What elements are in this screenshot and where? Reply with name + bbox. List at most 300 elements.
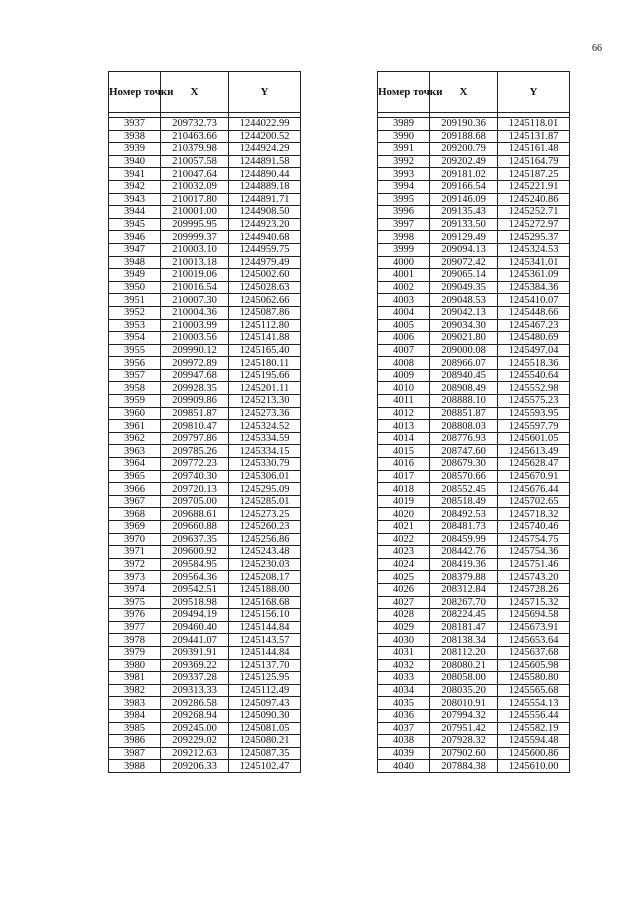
x-coordinate-cell: 209229.02: [161, 735, 229, 748]
point-number-cell: 4034: [378, 684, 430, 697]
x-coordinate-cell: 209049.35: [430, 281, 498, 294]
y-coordinate-cell: 1245062.66: [229, 294, 301, 307]
table-row: [109, 483, 301, 496]
table-row: [109, 420, 301, 433]
point-number-cell: 3939: [109, 143, 161, 156]
point-number-cell: 4015: [378, 445, 430, 458]
table-row: [378, 722, 570, 735]
y-coordinate-cell: 1245125.95: [229, 672, 301, 685]
x-coordinate-cell: 209542.51: [161, 583, 229, 596]
point-number-cell: 4004: [378, 306, 430, 319]
y-coordinate-cell: 1245673.91: [498, 621, 570, 634]
x-coordinate-cell: 210047.64: [161, 168, 229, 181]
x-coordinate-cell: 208851.87: [430, 407, 498, 420]
y-coordinate-cell: 1245728.26: [498, 583, 570, 596]
y-coordinate-cell: 1245201.11: [229, 382, 301, 395]
y-coordinate-cell: 1245188.00: [229, 583, 301, 596]
x-coordinate-cell: 209072.42: [430, 256, 498, 269]
y-coordinate-cell: 1245168.68: [229, 596, 301, 609]
point-number-cell: 3991: [378, 143, 430, 156]
table-row: [109, 269, 301, 282]
point-number-cell: 4010: [378, 382, 430, 395]
table-row: [378, 659, 570, 672]
x-coordinate-cell: 208312.84: [430, 583, 498, 596]
y-coordinate-cell: 1245097.43: [229, 697, 301, 710]
table-row: [109, 722, 301, 735]
table-row: [109, 118, 301, 131]
y-coordinate-cell: 1245141.88: [229, 332, 301, 345]
y-coordinate-cell: 1245161.48: [498, 143, 570, 156]
y-coordinate-cell: 1244940.68: [229, 231, 301, 244]
point-number-cell: 3946: [109, 231, 161, 244]
x-coordinate-cell: 209637.35: [161, 533, 229, 546]
y-coordinate-cell: 1245087.35: [229, 747, 301, 760]
y-coordinate-cell: 1244891.71: [229, 193, 301, 206]
table-row: [378, 369, 570, 382]
table-row: [109, 672, 301, 685]
page-number: 66: [592, 43, 602, 54]
x-coordinate-cell: 210032.09: [161, 180, 229, 193]
point-number-cell: 4035: [378, 697, 430, 710]
x-coordinate-cell: 209065.14: [430, 269, 498, 282]
table-row: [378, 155, 570, 168]
x-coordinate-cell: 207884.38: [430, 760, 498, 773]
table-row: [109, 319, 301, 332]
table-row: [378, 483, 570, 496]
y-coordinate-cell: 1244890.44: [229, 168, 301, 181]
x-coordinate-cell: 209135.43: [430, 206, 498, 219]
table-row: [109, 735, 301, 748]
point-number-cell: 3980: [109, 659, 161, 672]
point-number-cell: 4028: [378, 609, 430, 622]
x-coordinate-cell: 209947.68: [161, 369, 229, 382]
x-coordinate-cell: 209181.02: [430, 168, 498, 181]
x-coordinate-cell: 209740.30: [161, 470, 229, 483]
y-coordinate-cell: 1245230.03: [229, 558, 301, 571]
table-row: [378, 546, 570, 559]
y-coordinate-cell: 1245448.66: [498, 306, 570, 319]
point-number-cell: 4029: [378, 621, 430, 634]
point-number-cell: 3965: [109, 470, 161, 483]
y-coordinate-cell: 1245613.49: [498, 445, 570, 458]
point-number-cell: 4024: [378, 558, 430, 571]
table-row: [109, 495, 301, 508]
y-coordinate-cell: 1245718.32: [498, 508, 570, 521]
y-coordinate-cell: 1245180.11: [229, 357, 301, 370]
y-coordinate-cell: 1245221.91: [498, 180, 570, 193]
x-coordinate-cell: 209797.86: [161, 432, 229, 445]
x-coordinate-cell: 208379.88: [430, 571, 498, 584]
x-coordinate-cell: 207902.60: [430, 747, 498, 760]
y-coordinate-cell: 1244959.75: [229, 243, 301, 256]
point-number-cell: 3958: [109, 382, 161, 395]
x-coordinate-cell: 208080.21: [430, 659, 498, 672]
x-coordinate-cell: 210463.66: [161, 130, 229, 143]
y-coordinate-cell: 1245002.60: [229, 269, 301, 282]
table-row: [378, 407, 570, 420]
header-point-number: Номер точки: [109, 72, 161, 113]
x-coordinate-cell: 209600.92: [161, 546, 229, 559]
y-coordinate-cell: 1245195.66: [229, 369, 301, 382]
y-coordinate-cell: 1245285.01: [229, 495, 301, 508]
y-coordinate-cell: 1244889.18: [229, 180, 301, 193]
x-coordinate-cell: 208570.66: [430, 470, 498, 483]
x-coordinate-cell: 209200.79: [430, 143, 498, 156]
table-row: [378, 747, 570, 760]
y-coordinate-cell: 1245334.15: [229, 445, 301, 458]
coordinates-table-left: [108, 71, 301, 773]
y-coordinate-cell: 1245670.91: [498, 470, 570, 483]
y-coordinate-cell: 1244891.58: [229, 155, 301, 168]
point-number-cell: 3962: [109, 432, 161, 445]
x-coordinate-cell: 207951.42: [430, 722, 498, 735]
point-number-cell: 4019: [378, 495, 430, 508]
x-coordinate-cell: 208776.93: [430, 432, 498, 445]
point-number-cell: 3971: [109, 546, 161, 559]
table-row: [378, 180, 570, 193]
x-coordinate-cell: 208267.70: [430, 596, 498, 609]
table-row: [109, 458, 301, 471]
point-number-cell: 3973: [109, 571, 161, 584]
x-coordinate-cell: 209206.33: [161, 760, 229, 773]
table-row: [109, 193, 301, 206]
table-row: [378, 621, 570, 634]
table-row: [378, 684, 570, 697]
table-row: [378, 495, 570, 508]
x-coordinate-cell: 208010.91: [430, 697, 498, 710]
point-number-cell: 3968: [109, 508, 161, 521]
x-coordinate-cell: 209494.19: [161, 609, 229, 622]
x-coordinate-cell: 210019.06: [161, 269, 229, 282]
table-row: [109, 546, 301, 559]
y-coordinate-cell: 1245552.98: [498, 382, 570, 395]
x-coordinate-cell: 209337.28: [161, 672, 229, 685]
point-number-cell: 3942: [109, 180, 161, 193]
x-coordinate-cell: 209369.22: [161, 659, 229, 672]
table-body-left: [109, 113, 301, 773]
y-coordinate-cell: 1245575.23: [498, 395, 570, 408]
table-row: [378, 231, 570, 244]
y-coordinate-cell: 1245702.65: [498, 495, 570, 508]
point-number-cell: 3979: [109, 646, 161, 659]
point-number-cell: 3949: [109, 269, 161, 282]
table-row: [109, 180, 301, 193]
point-number-cell: 3954: [109, 332, 161, 345]
point-number-cell: 4027: [378, 596, 430, 609]
point-number-cell: 4033: [378, 672, 430, 685]
y-coordinate-cell: 1245187.25: [498, 168, 570, 181]
header-point-number: Номер точки: [378, 72, 430, 113]
x-coordinate-cell: 209705.00: [161, 495, 229, 508]
x-coordinate-cell: 209564.36: [161, 571, 229, 584]
table-row: [109, 332, 301, 345]
point-number-cell: 3999: [378, 243, 430, 256]
y-coordinate-cell: 1244022.99: [229, 118, 301, 131]
table-row: [378, 143, 570, 156]
table-row: [378, 571, 570, 584]
table-row: [109, 596, 301, 609]
y-coordinate-cell: 1245676.44: [498, 483, 570, 496]
table-row: [109, 294, 301, 307]
y-coordinate-cell: 1245740.46: [498, 521, 570, 534]
table-row: [109, 760, 301, 773]
y-coordinate-cell: 1245361.09: [498, 269, 570, 282]
x-coordinate-cell: 208459.99: [430, 533, 498, 546]
table-row: [109, 395, 301, 408]
table-row: [109, 432, 301, 445]
y-coordinate-cell: 1245330.79: [229, 458, 301, 471]
y-coordinate-cell: 1245467.23: [498, 319, 570, 332]
y-coordinate-cell: 1244923.20: [229, 218, 301, 231]
x-coordinate-cell: 209000.08: [430, 344, 498, 357]
point-number-cell: 3994: [378, 180, 430, 193]
y-coordinate-cell: 1245306.01: [229, 470, 301, 483]
x-coordinate-cell: 209034.30: [430, 319, 498, 332]
x-coordinate-cell: 209995.95: [161, 218, 229, 231]
table-row: [378, 243, 570, 256]
y-coordinate-cell: 1245260.23: [229, 521, 301, 534]
table-row: [378, 218, 570, 231]
table-row: [109, 609, 301, 622]
point-number-cell: 3955: [109, 344, 161, 357]
table-row: [109, 621, 301, 634]
y-coordinate-cell: 1245751.46: [498, 558, 570, 571]
table-row: [109, 168, 301, 181]
point-number-cell: 3977: [109, 621, 161, 634]
header-y: Y: [229, 72, 301, 113]
y-coordinate-cell: 1245628.47: [498, 458, 570, 471]
x-coordinate-cell: 209909.86: [161, 395, 229, 408]
point-number-cell: 4008: [378, 357, 430, 370]
point-number-cell: 3963: [109, 445, 161, 458]
table-row: [109, 344, 301, 357]
y-coordinate-cell: 1245252.71: [498, 206, 570, 219]
x-coordinate-cell: 209810.47: [161, 420, 229, 433]
x-coordinate-cell: 209660.88: [161, 521, 229, 534]
table-row: [378, 709, 570, 722]
x-coordinate-cell: 209048.53: [430, 294, 498, 307]
point-number-cell: 3967: [109, 495, 161, 508]
table-row: [378, 760, 570, 773]
y-coordinate-cell: 1244908.50: [229, 206, 301, 219]
y-coordinate-cell: 1245080.21: [229, 735, 301, 748]
y-coordinate-cell: 1245295.37: [498, 231, 570, 244]
y-coordinate-cell: 1245593.95: [498, 407, 570, 420]
point-number-cell: 4021: [378, 521, 430, 534]
header-x: X: [161, 72, 229, 113]
y-coordinate-cell: 1245597.79: [498, 420, 570, 433]
table-row: [378, 458, 570, 471]
x-coordinate-cell: 209460.40: [161, 621, 229, 634]
point-number-cell: 3951: [109, 294, 161, 307]
y-coordinate-cell: 1244924.29: [229, 143, 301, 156]
table-row: [378, 596, 570, 609]
x-coordinate-cell: 208181.47: [430, 621, 498, 634]
x-coordinate-cell: 209094.13: [430, 243, 498, 256]
y-coordinate-cell: 1245341.01: [498, 256, 570, 269]
x-coordinate-cell: 209972.89: [161, 357, 229, 370]
table-row: [378, 646, 570, 659]
table-row: [109, 583, 301, 596]
point-number-cell: 3937: [109, 118, 161, 131]
point-number-cell: 4032: [378, 659, 430, 672]
point-number-cell: 3964: [109, 458, 161, 471]
x-coordinate-cell: 209133.50: [430, 218, 498, 231]
x-coordinate-cell: 209688.61: [161, 508, 229, 521]
y-coordinate-cell: 1245600.86: [498, 747, 570, 760]
point-number-cell: 3972: [109, 558, 161, 571]
y-coordinate-cell: 1245213.30: [229, 395, 301, 408]
point-number-cell: 3966: [109, 483, 161, 496]
point-number-cell: 4031: [378, 646, 430, 659]
x-coordinate-cell: 209391.91: [161, 646, 229, 659]
y-coordinate-cell: 1245165.40: [229, 344, 301, 357]
table-row: [378, 269, 570, 282]
point-number-cell: 3976: [109, 609, 161, 622]
table-row: [378, 332, 570, 345]
table-row: [109, 697, 301, 710]
y-coordinate-cell: 1245601.05: [498, 432, 570, 445]
x-coordinate-cell: 208966.07: [430, 357, 498, 370]
point-number-cell: 3998: [378, 231, 430, 244]
table-row: [378, 344, 570, 357]
table-row: [109, 306, 301, 319]
y-coordinate-cell: 1245637.68: [498, 646, 570, 659]
x-coordinate-cell: 209518.98: [161, 596, 229, 609]
table-row: [378, 294, 570, 307]
point-number-cell: 3997: [378, 218, 430, 231]
point-number-cell: 3948: [109, 256, 161, 269]
point-number-cell: 4036: [378, 709, 430, 722]
x-coordinate-cell: 209772.23: [161, 458, 229, 471]
y-coordinate-cell: 1245112.80: [229, 319, 301, 332]
table-row: [109, 155, 301, 168]
point-number-cell: 4037: [378, 722, 430, 735]
table-row: [109, 369, 301, 382]
x-coordinate-cell: 209286.58: [161, 697, 229, 710]
y-coordinate-cell: 1245273.36: [229, 407, 301, 420]
y-coordinate-cell: 1245334.59: [229, 432, 301, 445]
table-row: [378, 319, 570, 332]
y-coordinate-cell: 1245582.19: [498, 722, 570, 735]
table-row: [378, 118, 570, 131]
table-row: [378, 558, 570, 571]
table-row: [109, 521, 301, 534]
table-row: [378, 470, 570, 483]
x-coordinate-cell: 210001.00: [161, 206, 229, 219]
point-number-cell: 4006: [378, 332, 430, 345]
x-coordinate-cell: 209928.35: [161, 382, 229, 395]
point-number-cell: 4007: [378, 344, 430, 357]
x-coordinate-cell: 209146.09: [430, 193, 498, 206]
table-row: [109, 571, 301, 584]
y-coordinate-cell: 1245384.36: [498, 281, 570, 294]
x-coordinate-cell: 209021.80: [430, 332, 498, 345]
y-coordinate-cell: 1245295.09: [229, 483, 301, 496]
table-row: [378, 382, 570, 395]
x-coordinate-cell: 209851.87: [161, 407, 229, 420]
x-coordinate-cell: 210004.36: [161, 306, 229, 319]
point-number-cell: 3969: [109, 521, 161, 534]
table-row: [378, 206, 570, 219]
y-coordinate-cell: 1245118.01: [498, 118, 570, 131]
point-number-cell: 3982: [109, 684, 161, 697]
x-coordinate-cell: 208518.49: [430, 495, 498, 508]
y-coordinate-cell: 1245480.69: [498, 332, 570, 345]
x-coordinate-cell: 207994.32: [430, 709, 498, 722]
table-row: [109, 470, 301, 483]
y-coordinate-cell: 1245144.84: [229, 646, 301, 659]
x-coordinate-cell: 209188.68: [430, 130, 498, 143]
point-number-cell: 4026: [378, 583, 430, 596]
point-number-cell: 4039: [378, 747, 430, 760]
point-number-cell: 3940: [109, 155, 161, 168]
y-coordinate-cell: 1245565.68: [498, 684, 570, 697]
y-coordinate-cell: 1245208.17: [229, 571, 301, 584]
table-row: [109, 231, 301, 244]
y-coordinate-cell: 1245131.87: [498, 130, 570, 143]
x-coordinate-cell: 210003.10: [161, 243, 229, 256]
point-number-cell: 4038: [378, 735, 430, 748]
table-row: [378, 508, 570, 521]
x-coordinate-cell: 209129.49: [430, 231, 498, 244]
point-number-cell: 4030: [378, 634, 430, 647]
x-coordinate-cell: 209212.63: [161, 747, 229, 760]
x-coordinate-cell: 210379.98: [161, 143, 229, 156]
table-row: [109, 281, 301, 294]
table-row: [109, 407, 301, 420]
x-coordinate-cell: 209584.95: [161, 558, 229, 571]
point-number-cell: 3978: [109, 634, 161, 647]
point-number-cell: 3995: [378, 193, 430, 206]
x-coordinate-cell: 208112.20: [430, 646, 498, 659]
point-number-cell: 4040: [378, 760, 430, 773]
point-number-cell: 3970: [109, 533, 161, 546]
point-number-cell: 4001: [378, 269, 430, 282]
y-coordinate-cell: 1245102.47: [229, 760, 301, 773]
point-number-cell: 4020: [378, 508, 430, 521]
table-row: [378, 697, 570, 710]
y-coordinate-cell: 1245605.98: [498, 659, 570, 672]
y-coordinate-cell: 1245324.52: [229, 420, 301, 433]
x-coordinate-cell: 209999.37: [161, 231, 229, 244]
table-row: [109, 382, 301, 395]
point-number-cell: 3983: [109, 697, 161, 710]
point-number-cell: 3975: [109, 596, 161, 609]
point-number-cell: 4012: [378, 407, 430, 420]
table-row: [109, 684, 301, 697]
x-coordinate-cell: 208058.00: [430, 672, 498, 685]
point-number-cell: 4011: [378, 395, 430, 408]
point-number-cell: 3943: [109, 193, 161, 206]
x-coordinate-cell: 207928.32: [430, 735, 498, 748]
y-coordinate-cell: 1245240.86: [498, 193, 570, 206]
y-coordinate-cell: 1245410.07: [498, 294, 570, 307]
y-coordinate-cell: 1245137.70: [229, 659, 301, 672]
table-row: [109, 659, 301, 672]
table-row: [109, 256, 301, 269]
table-row: [378, 130, 570, 143]
x-coordinate-cell: 208552.45: [430, 483, 498, 496]
point-number-cell: 3960: [109, 407, 161, 420]
y-coordinate-cell: 1245090.30: [229, 709, 301, 722]
x-coordinate-cell: 209732.73: [161, 118, 229, 131]
x-coordinate-cell: 209720.13: [161, 483, 229, 496]
x-coordinate-cell: 210013.18: [161, 256, 229, 269]
y-coordinate-cell: 1245518.36: [498, 357, 570, 370]
table-row: [378, 735, 570, 748]
table-body-right: [378, 113, 570, 773]
